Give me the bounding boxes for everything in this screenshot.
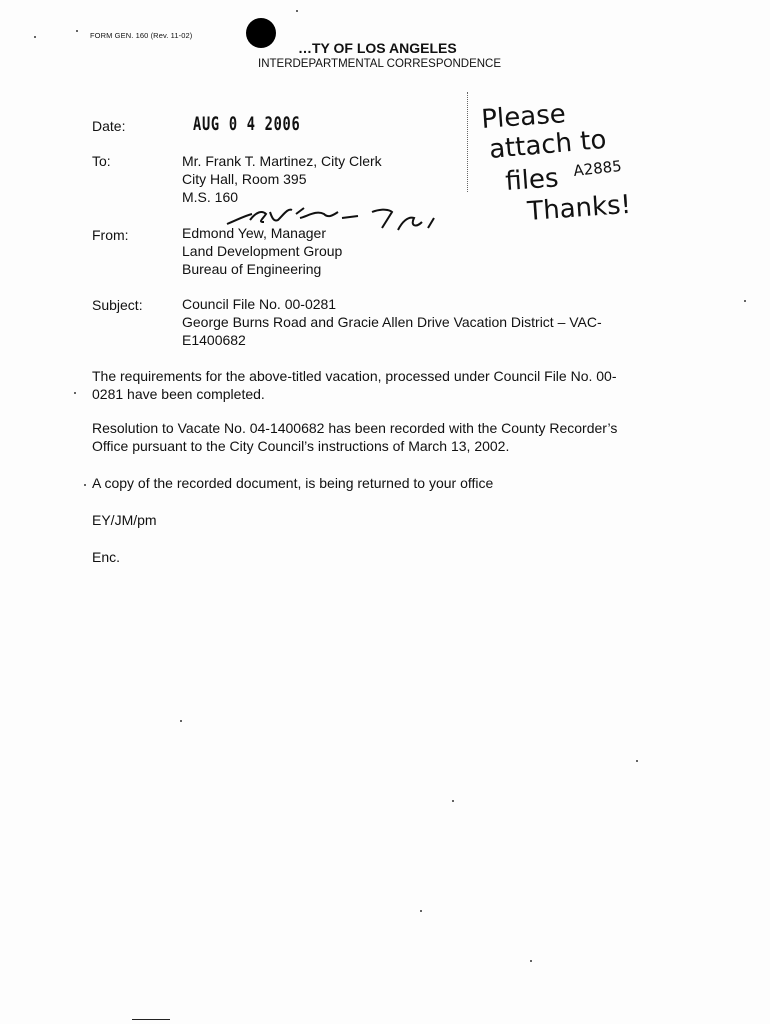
handwritten-note (466, 92, 666, 232)
scan-speck (636, 760, 638, 762)
scan-speck (296, 10, 298, 12)
scan-speck (452, 800, 454, 802)
scan-edge-line (132, 1019, 170, 1020)
ink-blot (246, 18, 276, 48)
to-block (182, 152, 382, 206)
paragraph-line: Resolution to Vacate No. 04-1400682 has been recorded with the County Recorder’s (92, 420, 618, 436)
to-line: City Hall, Room 395 (182, 171, 307, 187)
scan-speck (34, 36, 36, 38)
note-line: files (504, 163, 560, 197)
paragraph-2 (92, 419, 682, 455)
form-id: FORM GEN. 160 (Rev. 11-02) (90, 31, 193, 40)
initials: EY/JM/pm (92, 512, 157, 528)
paragraph-line: 0281 have been completed. (92, 386, 265, 402)
from-line: Bureau of Engineering (182, 261, 322, 277)
scan-speck (530, 960, 532, 962)
scan-speck (180, 720, 182, 722)
date-stamp: AUG 0 4 2006 (193, 113, 301, 135)
scan-speck (744, 300, 746, 302)
subject-line: E1400682 (182, 332, 246, 348)
scan-speck (74, 392, 76, 394)
scan-speck (84, 484, 86, 486)
scan-speck (420, 910, 422, 912)
organization-title: …TY OF LOS ANGELES (298, 40, 457, 56)
from-block (182, 224, 342, 278)
subject-line: George Burns Road and Gracie Allen Drive Vacation District – VAC- (182, 314, 602, 330)
subject-line: Council File No. 00-0281 (182, 296, 337, 312)
note-line: A2885 (572, 157, 623, 180)
to-line: M.S. 160 (182, 189, 239, 205)
from-line: Edmond Yew, Manager (182, 225, 326, 241)
enclosure: Enc. (92, 549, 121, 565)
note-line: Thanks! (526, 189, 633, 227)
paragraph-line: The requirements for the above-titled vacation, processed under Council File No. 00- (92, 368, 617, 384)
from-line: Land Development Group (182, 243, 343, 259)
to-label: To: (92, 153, 111, 169)
paragraph-3: A copy of the recorded document, is being returned to your office (92, 475, 494, 491)
subject-label: Subject: (92, 297, 143, 313)
note-line: attach to (487, 124, 608, 165)
date-label: Date: (92, 118, 126, 134)
paragraph-line: Office pursuant to the City Council’s instructions of March 13, 2002. (92, 438, 510, 454)
subject-block (182, 295, 602, 349)
scan-speck (76, 30, 78, 32)
paragraph-1 (92, 367, 682, 403)
to-line: Mr. Frank T. Martinez, City Clerk (182, 153, 382, 169)
from-label: From: (92, 227, 129, 243)
department-title: INTERDEPARTMENTAL CORRESPONDENCE (258, 58, 502, 70)
note-line: Please (480, 99, 567, 135)
